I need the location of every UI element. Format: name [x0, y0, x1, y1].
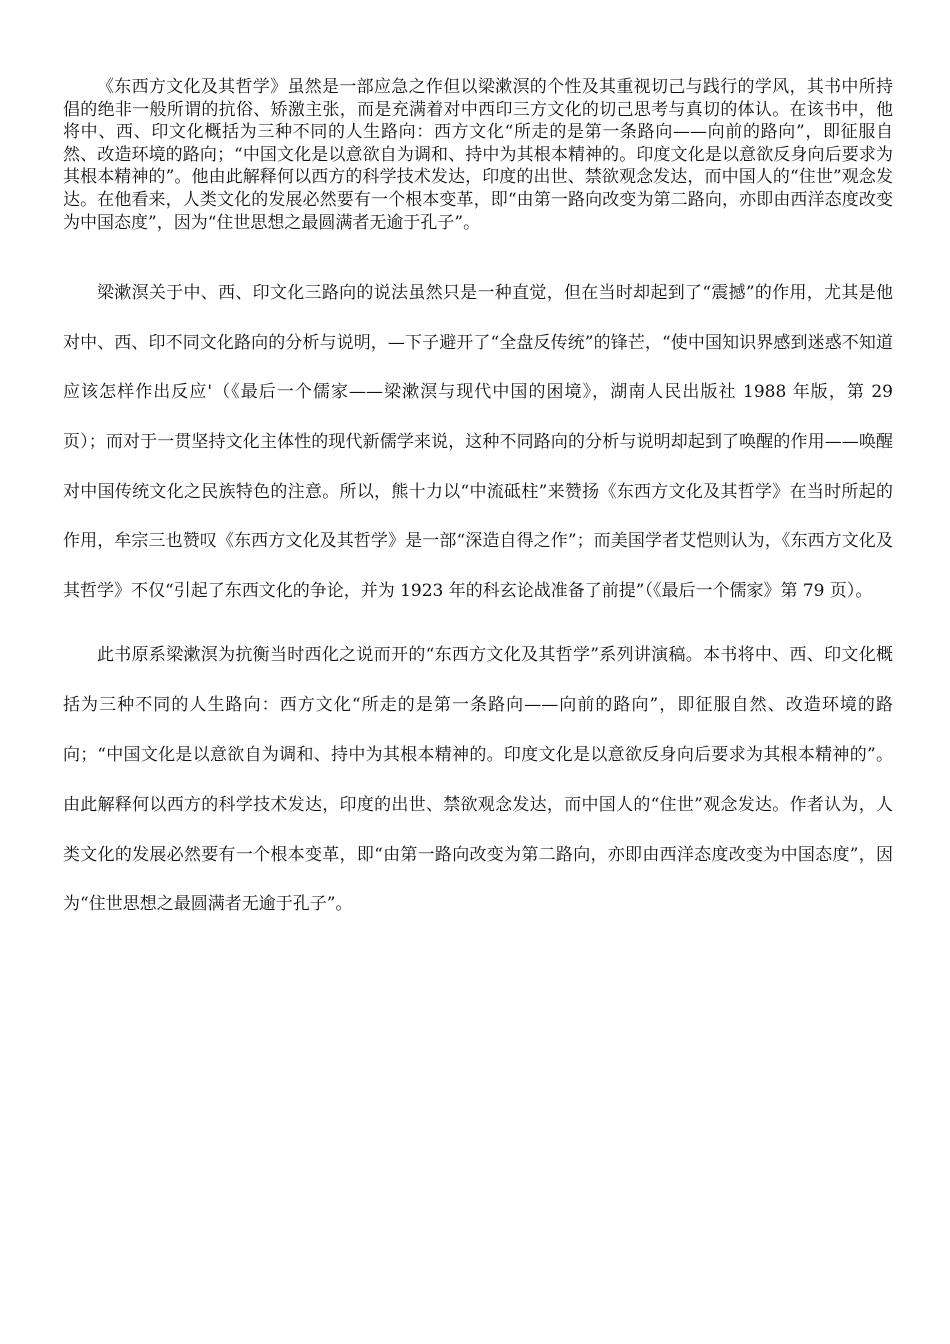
document-page — [63, 76, 893, 930]
paragraph-book-summary: 《东西方文化及其哲学》虽然是一部应急之作但以梁漱溟的个性及其重视切己与践行的学风，其书中所持倡的绝非一般所谓的抗俗、矫激主张，而是充满着对中西印三方文化的切己思考与真切的体认。在该书中，他将中、西、印文化概括为三种不同的人生路向：西方文化“所走的是第一条路向——向前的路向”，即征服自然、改造环境的路向；“中国文化是以意欲自为调和、持中为其根本精神的。印度文化是以意欲反身向后要求为其根本精神的”。他由此解释何以西方的科学技术发达，印度的出世、禁欲观念发达，而中国人的“住世”观念发达。在他看来，人类文化的发展必然要有一个根本变革，即“由第一路向改变为第二路向，亦即由西洋态度改变为中国态度”，因为“住世思想之最圆满者无逾于孔子”。 — [63, 77, 893, 233]
paragraph-book-origin: 此书原系梁漱溟为抗衡当时西化之说而开的“东西方文化及其哲学”系列讲演稿。本书将中、西、印文化概括为三种不同的人生路向：西方文化“所走的是第一条路向——向前的路向”，即征服自然、改造环境的路向；“中国文化是以意欲自为调和、持中为其根本精神的。印度文化是以意欲反身向后要求为其根本精神的”。由此解释何以西方的科学技术发达，印度的出世、禁欲观念发达，而中国人的“住世”观念发达。作者认为，人类文化的发展必然要有一个根本变革，即“由第一路向改变为第二路向，亦即由西洋态度改变为中国态度”，因为“住世思想之最圆满者无逾于孔子”。 — [63, 645, 893, 915]
paragraph-reception: 梁漱溟关于中、西、印文化三路向的说法虽然只是一种直觉，但在当时却起到了“震撼”的作用，尤其是他对中、西、印不同文化路向的分析与说明，—下子避开了“全盘反传统”的锋芒，“使中国知识界感到迷惑不知道应该怎样作出反应'（《最后一个儒家——梁漱溟与现代中国的困境》，湖南人民出版社 1988 年版，第 29 页）；而对于一贯坚持文化主体性的现代新儒学来说，这种不同路向的分析与说明却起到了唤醒的作用——唤醒对中国传统文化之民族特色的注意。所以，熊十力以“中流砥柱”来赞扬《东西方文化及其哲学》在当时所起的作用，牟宗三也赞叹《东西方文化及其哲学》是一部“深造自得之作”；而美国学者艾恺则认为，《东西方文化及其哲学》不仅“引起了东西文化的争论，并为 1923 年的科玄论战准备了前提”（《最后一个儒家》第 79 页）。 — [63, 283, 893, 601]
